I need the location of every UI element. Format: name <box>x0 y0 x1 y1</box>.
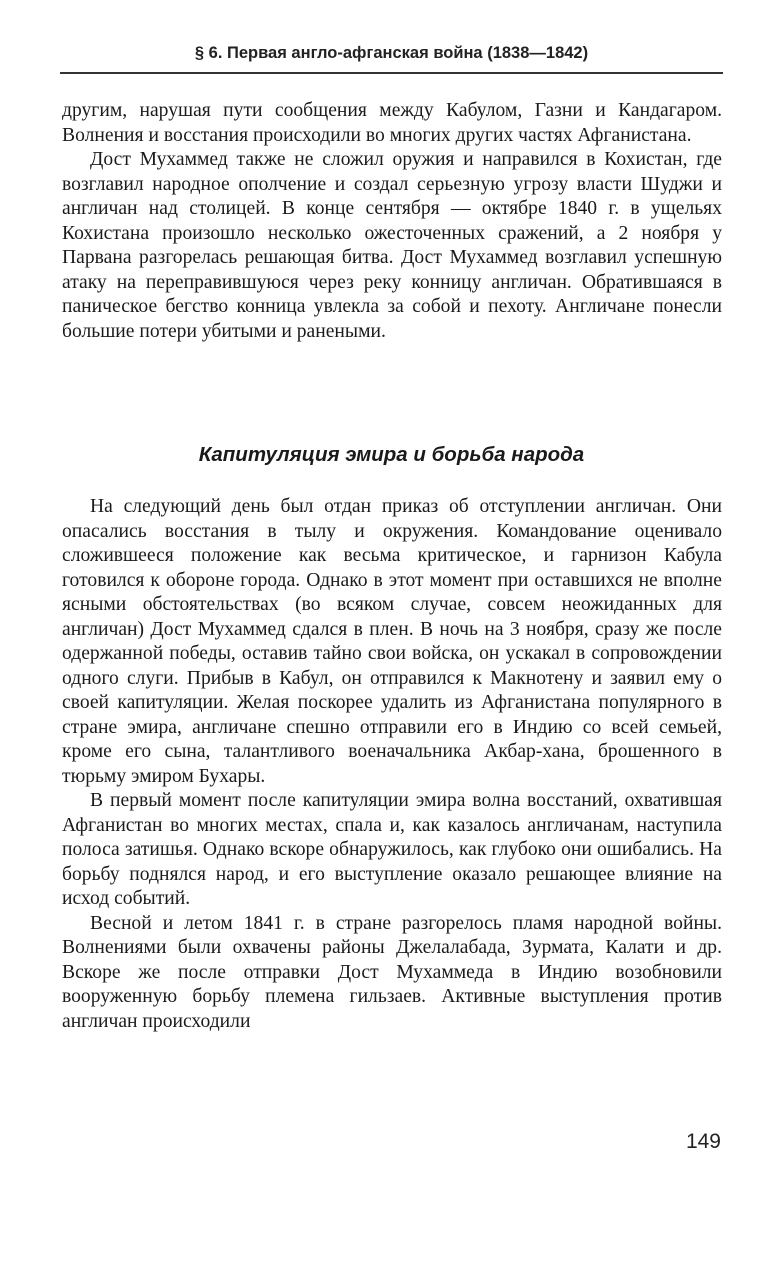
header-rule <box>60 72 723 74</box>
paragraph: На следующий день был отдан приказ об отступлении англичан. Они опасались восстания в тылу и окружения. Командование оценивало сложившееся положение как весьма критическое, и гарнизон Кабула готовился к обороне города. Однако в этот момент при оставшихся не вполне ясными обстоятельствах (во всяком случае, совсем неожиданных для англичан) Дост Мухаммед сдался в плен. В ночь на 3 ноября, сразу же после одержанной победы, оставив тайно свои войска, он ускакал в сопровождении одного слуги. Прибыв в Кабул, он отправился к Макнотену и заявил ему о своей капитуляции. Желая поскорее удалить из Афганистана популярного в стране эмира, англичане спешно отправили его в Индию со всей семьей, кроме его сына, талантливого военачальника Акбар-хана, брошенного в тюрьму эмиром Бухары. <box>62 496 722 787</box>
page-number: 149 <box>685 1130 721 1153</box>
paragraph: В первый момент после капитуляции эмира волна восстаний, охватившая Афганистан во многих местах, спала и, как казалось англичанам, наступила полоса затишья. Однако вскоре обнаружилось, как глубоко они ошибались. На борьбу поднялся народ, и его выступление оказало решающее влияние на исход событий. <box>62 790 722 909</box>
paragraph: Дост Мухаммед также не сложил оружия и направился в Кохистан, где возглавил народное ополчение и создал серьезную угрозу власти Шуджи и англичан над столицей. В конце сентября — октябре 1840 г. в ущельях Кохистана произошло несколько ожесточенных сражений, а 2 ноября у Парвана разгорелась решающая битва. Дост Мухаммед возглавил успешную атаку на переправившуюся через реку конницу англичан. Обратившаяся в паническое бегство конница увлекла за собой и пехоту. Англичане понесли большие потери убитыми и ранеными. <box>62 149 722 342</box>
paragraph: Весной и летом 1841 г. в стране разгорелось пламя народной войны. Волнениями были охвачены районы Джелалабада, Зурмата, Калати и др. Вскоре же после отправки Дост Мухаммеда в Индию возобновили вооруженную борьбу племена гильзаев. Активные выступления против англичан происходили <box>62 912 722 1032</box>
intro-text <box>62 99 722 344</box>
section-heading: Капитуляция эмира и борьба народа <box>198 443 585 466</box>
paragraph: другим, нарушая пути сообщения между Кабулом, Газни и Кандагаром. Волнения и восстания происходили во многих других частях Афганистана. <box>62 100 722 146</box>
section-text <box>62 495 722 1034</box>
running-head: § 6. Первая англо-афганская война (1838—1842) <box>194 44 589 62</box>
